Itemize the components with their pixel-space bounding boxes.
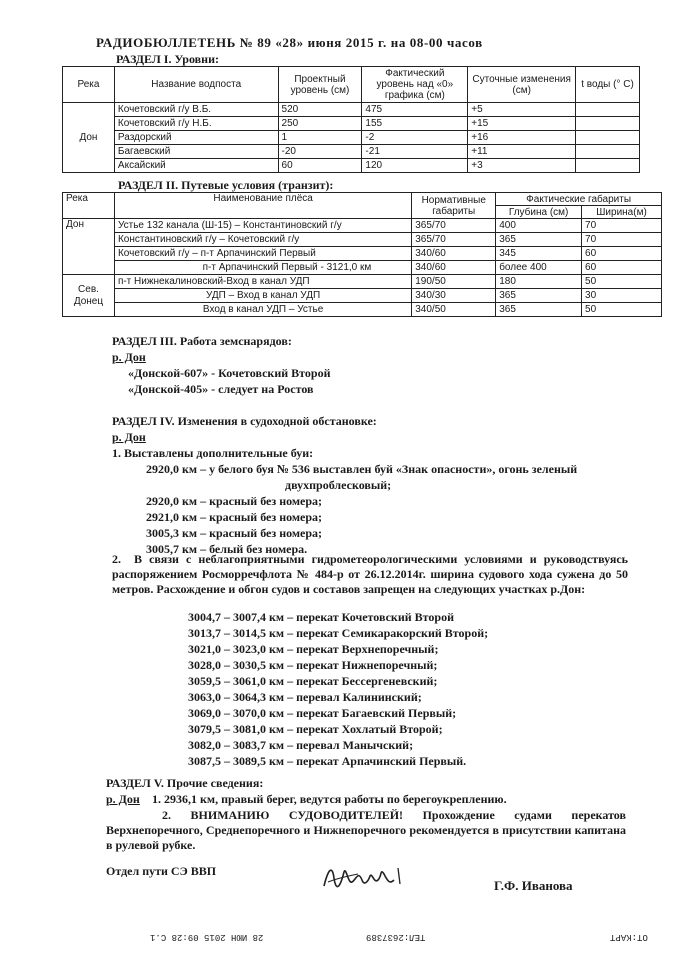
normative-cell: 340/60 <box>412 247 496 261</box>
handwritten-signature <box>318 858 410 898</box>
width-cell: 50 <box>582 275 662 289</box>
post-cell: Кочетовский г/у Н.Б. <box>114 117 278 131</box>
normative-cell: 190/50 <box>412 275 496 289</box>
river-cell: Дон <box>63 219 115 275</box>
table-row <box>63 275 662 289</box>
project-cell: 250 <box>278 117 362 131</box>
item-2-text: В связи с неблагоприятными гидрометеорологическими условиями и руководствуясь распоряжением Росморречфлота № 484-р от 26.12.2014г. ширина судового хода сужена до 50 метров. Расхождение и обгон судов и составов запрещен на следующих участках р.Дон: <box>112 552 628 596</box>
restriction-line: 3059,5 – 3061,0 км – перекат Бессергеневский; <box>188 674 438 688</box>
section-4-title: РАЗДЕЛ IV. Изменения в судоходной обстановке: <box>112 414 377 428</box>
restriction-line: 3021,0 – 3023,0 км – перекат Верхнепоречный; <box>188 642 439 656</box>
table-row <box>63 159 640 173</box>
fax-footer-datetime: 28 ИЮН 2015 09:28 С.1 <box>150 932 264 942</box>
reach-cell: УДП – Вход в канал УДП <box>114 289 411 303</box>
reach-cell: п-т Арпачинский Первый - 3121,0 км <box>114 261 411 275</box>
river-cell: Сев. Донец <box>63 275 115 317</box>
width-cell: 70 <box>582 219 662 233</box>
route-table-header <box>63 193 662 206</box>
department-label: Отдел пути СЭ ВВП <box>106 864 217 878</box>
table-row <box>63 117 640 131</box>
col-depth: Глубина (см) <box>496 206 582 219</box>
other-item-2 <box>106 808 626 853</box>
fax-footer-sender: ОТ:КАРТ <box>610 932 648 942</box>
change-cell: +15 <box>468 117 576 131</box>
section-3-title: РАЗДЕЛ III. Работа земснарядов: <box>112 334 292 348</box>
change-cell: +5 <box>468 103 576 117</box>
depth-cell: 180 <box>496 275 582 289</box>
normative-cell: 365/70 <box>412 233 496 247</box>
section-1-title: РАЗДЕЛ I. Уровни: <box>116 52 219 66</box>
table-row <box>63 233 662 247</box>
depth-cell: 365 <box>496 233 582 247</box>
depth-cell: более 400 <box>496 261 582 275</box>
width-cell: 70 <box>582 233 662 247</box>
attention-text: Прохождение судами перекатов Верхнепоречного, Среднепоречного и Нижнепоречного рекомендуется в присутствии капитана в рулевой рубке. <box>106 808 626 852</box>
river-cell: Дон <box>63 103 115 173</box>
buoy-line: 2921,0 км – красный без номера; <box>146 510 323 524</box>
signatory-name: Г.Ф. Иванова <box>494 878 573 893</box>
reach-cell: п-т Нижнекалиновский-Вход в канал УДП <box>114 275 411 289</box>
col-river: Река <box>63 67 115 103</box>
fact-cell: -21 <box>362 145 468 159</box>
attention-lead: 2. ВНИМАНИЮ СУДОВОДИТЕЛЕЙ! <box>162 808 404 822</box>
col-width: Ширина(м) <box>582 206 662 219</box>
levels-table <box>62 66 640 173</box>
section-5-title: РАЗДЕЛ V. Прочие сведения: <box>106 776 264 790</box>
col-fact: Фактический уровень над «0» графика (см) <box>362 67 468 103</box>
col-temp: t воды (° С) <box>576 67 640 103</box>
normative-cell: 340/60 <box>412 261 496 275</box>
restriction-line: 3082,0 – 3083,7 км – перевал Манычский; <box>188 738 414 752</box>
width-cell: 30 <box>582 289 662 303</box>
fact-cell: 155 <box>362 117 468 131</box>
table-row <box>63 103 640 117</box>
table-row <box>63 247 662 261</box>
change-cell: +11 <box>468 145 576 159</box>
project-cell: -20 <box>278 145 362 159</box>
section-2-title: РАЗДЕЛ II. Путевые условия (транзит): <box>118 178 334 192</box>
post-cell: Аксайский <box>114 159 278 173</box>
depth-cell: 400 <box>496 219 582 233</box>
normative-cell: 340/50 <box>412 303 496 317</box>
depth-cell: 345 <box>496 247 582 261</box>
restriction-line: 3063,0 – 3064,3 км – перевал Калининский; <box>188 690 422 704</box>
table-row <box>63 131 640 145</box>
width-cell: 60 <box>582 261 662 275</box>
table-row <box>63 145 640 159</box>
restriction-line: 3087,5 – 3089,5 км – перекат Арпачинский Первый. <box>188 754 467 768</box>
reach-cell: Устье 132 канала (Ш-15) – Константиновский г/у <box>114 219 411 233</box>
reach-cell: Кочетовский г/у – п-т Арпачинский Первый <box>114 247 411 261</box>
col-actual: Фактические габариты <box>496 193 662 206</box>
depth-cell: 365 <box>496 303 582 317</box>
temp-cell <box>576 103 640 117</box>
width-cell: 60 <box>582 247 662 261</box>
section-4-river: р. Дон <box>112 430 146 444</box>
other-item-1: 1. 2936,1 км, правый берег, ведутся работы по берегоукреплению. <box>152 792 507 806</box>
fact-cell: 475 <box>362 103 468 117</box>
table-row <box>63 261 662 275</box>
col-reach: Наименование плёса <box>114 193 411 219</box>
temp-cell <box>576 159 640 173</box>
project-cell: 60 <box>278 159 362 173</box>
project-cell: 1 <box>278 131 362 145</box>
table-row <box>63 303 662 317</box>
post-cell: Раздорский <box>114 131 278 145</box>
section-3-river: р. Дон <box>112 350 146 364</box>
buoy-line: 3005,3 км – красный без номера; <box>146 526 323 540</box>
restriction-line: 3013,7 – 3014,5 км – перекат Семикаракорский Второй; <box>188 626 489 640</box>
fact-cell: -2 <box>362 131 468 145</box>
buoy-line: 2920,0 км – у белого буя № 536 выставлен буй «Знак опасности», огонь зеленый <box>146 462 578 476</box>
depth-cell: 365 <box>496 289 582 303</box>
reach-cell: Константиновский г/у – Кочетовский г/у <box>114 233 411 247</box>
buoy-line: 2920,0 км – красный без номера; <box>146 494 323 508</box>
fax-footer-phone: ТЕЛ:2637389 <box>366 932 426 942</box>
section-5-river: р. Дон <box>106 792 140 806</box>
normative-cell: 340/30 <box>412 289 496 303</box>
restriction-line: 3004,7 – 3007,4 км – перекат Кочетовский Второй <box>188 610 454 624</box>
temp-cell <box>576 131 640 145</box>
restriction-line: 3028,0 – 3030,5 км – перекат Нижнепоречный; <box>188 658 438 672</box>
buoy-line: двухпроблесковый; <box>285 478 392 492</box>
bulletin-title: РАДИОБЮЛЛЕТЕНЬ № 89 «28» июня 2015 г. на 08-00 часов <box>96 35 483 50</box>
temp-cell <box>576 117 640 131</box>
col-post: Название водпоста <box>114 67 278 103</box>
post-cell: Багаевский <box>114 145 278 159</box>
restriction-line: 3069,0 – 3070,0 км – перекат Багаевский Первый; <box>188 706 457 720</box>
normative-cell: 365/70 <box>412 219 496 233</box>
route-table <box>62 192 662 317</box>
fact-cell: 120 <box>362 159 468 173</box>
table-row <box>63 289 662 303</box>
dredger-line: «Донской-405» - следует на Ростов <box>128 382 314 396</box>
dredger-line: «Донской-607» - Кочетовский Второй <box>128 366 331 380</box>
col-project: Проектный уровень (см) <box>278 67 362 103</box>
col-normative: Нормативные габариты <box>412 193 496 219</box>
col-change: Суточные изменения (см) <box>468 67 576 103</box>
restriction-line: 3079,5 – 3081,0 км – перекат Хохлатый Второй; <box>188 722 443 736</box>
width-cell: 50 <box>582 303 662 317</box>
project-cell: 520 <box>278 103 362 117</box>
change-cell: +3 <box>468 159 576 173</box>
levels-table-header <box>63 67 640 103</box>
col-river: Река <box>63 193 115 219</box>
reach-cell: Вход в канал УДП – Устье <box>114 303 411 317</box>
item-2-number: 2. <box>112 552 121 566</box>
table-row <box>63 219 662 233</box>
temp-cell <box>576 145 640 159</box>
post-cell: Кочетовский г/у В.Б. <box>114 103 278 117</box>
item-1-title: 1. Выставлены дополнительные буи: <box>112 446 314 460</box>
change-cell: +16 <box>468 131 576 145</box>
buoy-line: 3005,7 км – белый без номера. <box>146 542 308 556</box>
